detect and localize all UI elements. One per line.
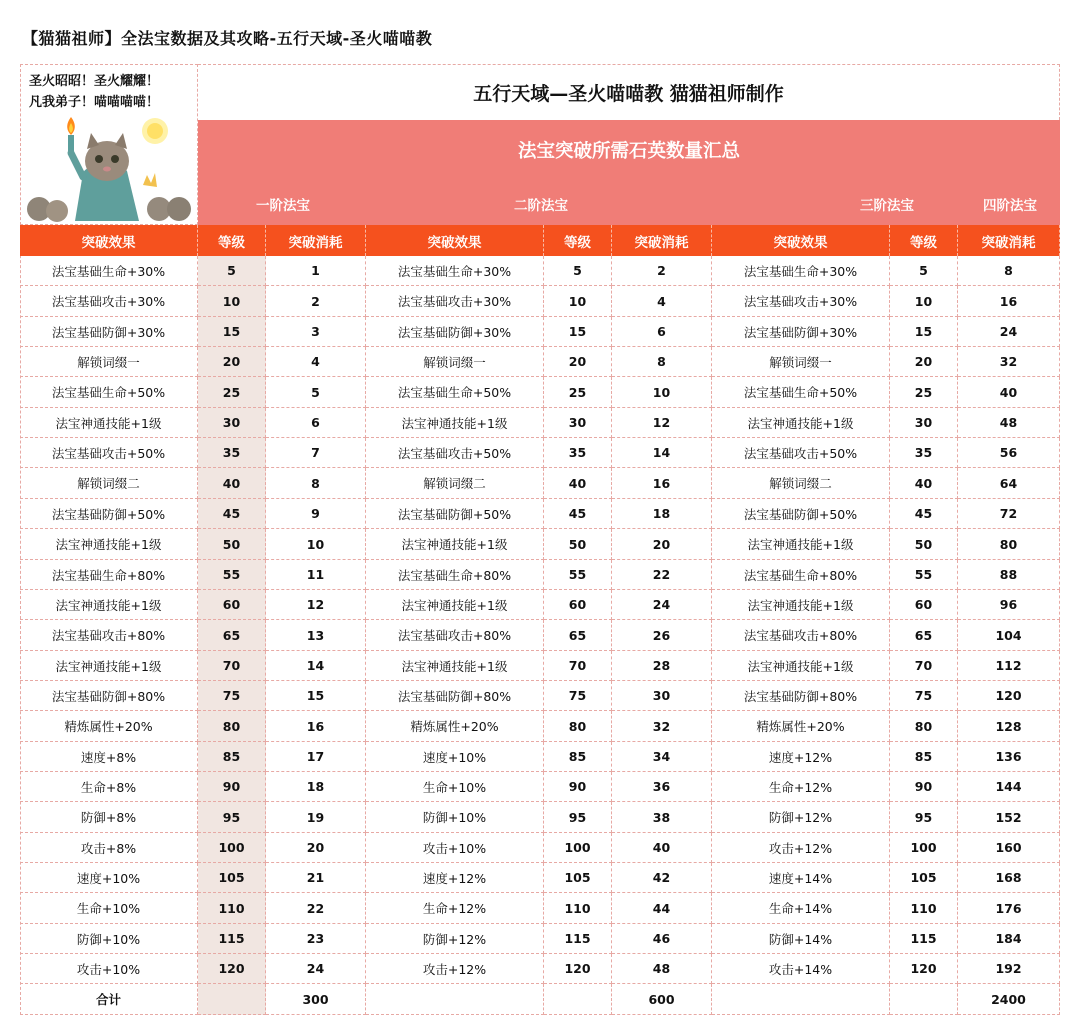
cell-tier2-effect: 解锁词缀一 [366,347,544,377]
cell-tier2-cost: 6 [612,317,712,347]
cell-tier3-level: 120 [890,954,958,984]
cell-tier3-effect: 攻击+12% [712,833,890,863]
cell-tier1-effect: 精炼属性+20% [20,711,198,742]
cell-tier3-effect: 防御+12% [712,802,890,833]
cell-tier1-level: 35 [198,438,266,468]
totals-tier3-cost: 2400 [958,984,1060,1015]
cell-tier1-level: 115 [198,924,266,954]
logo-slogan-line1: 圣火昭昭！圣火耀耀！ [29,74,160,89]
cell-tier1-cost: 17 [266,742,366,772]
cell-tier3-cost: 48 [958,408,1060,438]
cell-tier2-level: 75 [544,681,612,711]
cell-tier1-cost: 15 [266,681,366,711]
cell-tier3-effect: 速度+14% [712,863,890,893]
cell-tier1-cost: 2 [266,286,366,317]
cell-tier3-level: 60 [890,590,958,620]
cell-tier2-level: 100 [544,833,612,863]
cell-tier3-effect: 法宝基础防御+30% [712,317,890,347]
cell-tier3-level: 95 [890,802,958,833]
cell-tier3-level: 35 [890,438,958,468]
cell-tier3-cost: 104 [958,620,1060,651]
cell-tier2-level: 120 [544,954,612,984]
cell-tier1-level: 30 [198,408,266,438]
cell-tier3-cost: 32 [958,347,1060,377]
cell-tier2-cost: 44 [612,893,712,924]
cell-tier2-level: 60 [544,590,612,620]
cell-tier2-level: 10 [544,286,612,317]
cell-tier1-effect: 攻击+8% [20,833,198,863]
cell-tier3-cost: 96 [958,590,1060,620]
cell-tier1-effect: 法宝神通技能+1级 [20,408,198,438]
totals-tier2-effect [366,984,544,1015]
cell-tier2-level: 5 [544,256,612,286]
cell-tier1-level: 70 [198,651,266,681]
cell-tier3-effect: 法宝基础生命+30% [712,256,890,286]
cell-tier1-cost: 7 [266,438,366,468]
cell-tier2-effect: 攻击+12% [366,954,544,984]
cell-tier3-effect: 法宝基础防御+50% [712,499,890,529]
cell-tier2-cost: 4 [612,286,712,317]
cell-tier3-level: 70 [890,651,958,681]
header-tier3-cost: 突破消耗 [958,225,1060,256]
cell-tier2-level: 90 [544,772,612,802]
header-tier1-cost: 突破消耗 [266,225,366,256]
cell-tier3-cost: 168 [958,863,1060,893]
cell-tier1-level: 25 [198,377,266,408]
header-tier2-cost: 突破消耗 [612,225,712,256]
cell-tier1-effect: 法宝神通技能+1级 [20,590,198,620]
cell-tier3-cost: 72 [958,499,1060,529]
cell-tier3-cost: 160 [958,833,1060,863]
cell-tier1-effect: 防御+10% [20,924,198,954]
cell-tier3-cost: 144 [958,772,1060,802]
cell-tier1-cost: 6 [266,408,366,438]
cell-tier2-effect: 法宝基础防御+50% [366,499,544,529]
cell-tier2-effect: 法宝神通技能+1级 [366,529,544,560]
cell-tier1-level: 65 [198,620,266,651]
cell-tier1-cost: 8 [266,468,366,499]
cell-tier1-level: 120 [198,954,266,984]
cell-tier3-cost: 128 [958,711,1060,742]
cell-tier1-cost: 10 [266,529,366,560]
cell-tier2-cost: 8 [612,347,712,377]
cell-tier3-effect: 解锁词缀二 [712,468,890,499]
header-tier2-level: 等级 [544,225,612,256]
cell-tier3-cost: 120 [958,681,1060,711]
cell-tier1-cost: 3 [266,317,366,347]
cell-tier3-cost: 64 [958,468,1060,499]
cell-tier3-cost: 88 [958,560,1060,590]
cell-tier1-cost: 22 [266,893,366,924]
cell-tier1-level: 100 [198,833,266,863]
cell-tier2-cost: 10 [612,377,712,408]
banner-title: 法宝突破所需石英数量汇总 [517,141,740,162]
cell-tier1-effect: 法宝基础攻击+50% [20,438,198,468]
cell-tier1-cost: 23 [266,924,366,954]
cell-tier2-effect: 攻击+10% [366,833,544,863]
cell-tier2-cost: 18 [612,499,712,529]
cell-tier3-level: 105 [890,863,958,893]
cell-tier1-level: 50 [198,529,266,560]
cell-tier1-effect: 攻击+10% [20,954,198,984]
cell-tier2-effect: 法宝神通技能+1级 [366,651,544,681]
sheet-title: 五行天域—圣火喵喵教 猫猫祖师制作 [198,64,1060,120]
cell-tier1-cost: 11 [266,560,366,590]
cell-tier2-cost: 22 [612,560,712,590]
tier-label-1: 一阶法宝 [256,198,310,214]
cell-tier2-cost: 38 [612,802,712,833]
cell-tier1-level: 75 [198,681,266,711]
cell-tier2-effect: 法宝基础防御+80% [366,681,544,711]
cell-tier1-level: 15 [198,317,266,347]
cell-tier3-cost: 152 [958,802,1060,833]
cell-tier2-level: 110 [544,893,612,924]
cell-tier3-cost: 80 [958,529,1060,560]
cell-tier1-level: 80 [198,711,266,742]
cell-tier2-effect: 法宝基础生命+50% [366,377,544,408]
cell-tier3-level: 80 [890,711,958,742]
cell-tier1-level: 10 [198,286,266,317]
cell-tier2-effect: 法宝神通技能+1级 [366,408,544,438]
cell-tier2-cost: 26 [612,620,712,651]
cell-tier2-level: 45 [544,499,612,529]
cell-tier3-effect: 法宝基础生命+80% [712,560,890,590]
cell-tier2-level: 40 [544,468,612,499]
cell-tier2-effect: 法宝基础生命+30% [366,256,544,286]
cell-tier3-effect: 法宝神通技能+1级 [712,529,890,560]
cell-tier2-effect: 防御+10% [366,802,544,833]
cell-tier1-cost: 1 [266,256,366,286]
cell-tier3-effect: 速度+12% [712,742,890,772]
cell-tier2-effect: 速度+12% [366,863,544,893]
cell-tier2-level: 35 [544,438,612,468]
tier-label-3: 三阶法宝 [860,198,914,214]
cell-tier2-level: 50 [544,529,612,560]
header-tier1-level: 等级 [198,225,266,256]
cell-tier3-effect: 法宝神通技能+1级 [712,651,890,681]
cell-tier3-cost: 192 [958,954,1060,984]
cell-tier3-level: 45 [890,499,958,529]
cell-tier2-effect: 生命+12% [366,893,544,924]
cell-tier1-effect: 法宝基础防御+80% [20,681,198,711]
cell-tier2-cost: 32 [612,711,712,742]
cell-tier1-effect: 法宝基础生命+30% [20,256,198,286]
cell-tier2-effect: 法宝基础防御+30% [366,317,544,347]
cell-tier2-effect: 解锁词缀二 [366,468,544,499]
cell-tier3-level: 25 [890,377,958,408]
cell-tier1-cost: 16 [266,711,366,742]
cell-tier2-cost: 34 [612,742,712,772]
cell-tier1-effect: 法宝神通技能+1级 [20,529,198,560]
cell-tier1-effect: 法宝基础生命+50% [20,377,198,408]
tier-label-4: 四阶法宝 [983,198,1037,214]
cell-tier2-level: 70 [544,651,612,681]
cell-tier3-effect: 攻击+14% [712,954,890,984]
spreadsheet [20,64,1060,1015]
cell-tier3-level: 110 [890,893,958,924]
cell-tier1-effect: 法宝基础攻击+80% [20,620,198,651]
cell-tier1-cost: 13 [266,620,366,651]
cell-tier3-level: 100 [890,833,958,863]
cell-tier3-effect: 生命+12% [712,772,890,802]
cell-tier1-effect: 法宝基础防御+30% [20,317,198,347]
cell-tier1-cost: 5 [266,377,366,408]
cell-tier3-effect: 法宝基础生命+50% [712,377,890,408]
cell-tier1-effect: 速度+8% [20,742,198,772]
cell-tier1-level: 5 [198,256,266,286]
cell-tier2-cost: 28 [612,651,712,681]
cell-tier3-cost: 24 [958,317,1060,347]
cell-tier2-cost: 12 [612,408,712,438]
cell-tier1-level: 60 [198,590,266,620]
logo-slogan-line2: 凡我弟子！喵喵喵喵！ [29,95,160,110]
cell-tier3-level: 50 [890,529,958,560]
cell-tier3-cost: 16 [958,286,1060,317]
cell-tier3-effect: 解锁词缀一 [712,347,890,377]
cell-tier1-effect: 法宝神通技能+1级 [20,651,198,681]
cell-tier1-effect: 解锁词缀二 [20,468,198,499]
header-tier3-level: 等级 [890,225,958,256]
cell-tier2-effect: 速度+10% [366,742,544,772]
cell-tier3-effect: 法宝基础防御+80% [712,681,890,711]
totals-tier1-cost: 300 [266,984,366,1015]
cell-tier1-effect: 法宝基础生命+80% [20,560,198,590]
cell-tier2-effect: 法宝神通技能+1级 [366,590,544,620]
cell-tier1-cost: 12 [266,590,366,620]
cell-tier1-level: 90 [198,772,266,802]
cell-tier1-cost: 24 [266,954,366,984]
cell-tier1-level: 55 [198,560,266,590]
cell-tier2-cost: 16 [612,468,712,499]
cell-tier1-cost: 9 [266,499,366,529]
cell-tier3-level: 20 [890,347,958,377]
cell-tier3-effect: 法宝神通技能+1级 [712,408,890,438]
cell-tier3-effect: 法宝基础攻击+50% [712,438,890,468]
cell-tier2-cost: 14 [612,438,712,468]
cell-tier1-level: 85 [198,742,266,772]
cell-tier1-cost: 18 [266,772,366,802]
cell-tier2-level: 95 [544,802,612,833]
summary-banner [198,120,1060,225]
page-title: 【猫猫祖师】全法宝数据及其攻略-五行天域-圣火喵喵教 [22,29,433,48]
cell-tier3-effect: 防御+14% [712,924,890,954]
cell-tier1-effect: 生命+10% [20,893,198,924]
cell-tier1-level: 110 [198,893,266,924]
cell-tier2-cost: 42 [612,863,712,893]
cell-tier1-effect: 法宝基础防御+50% [20,499,198,529]
cell-tier2-cost: 40 [612,833,712,863]
totals-label: 合计 [20,984,198,1015]
cell-tier1-effect: 法宝基础攻击+30% [20,286,198,317]
cell-tier1-level: 45 [198,499,266,529]
cell-tier2-effect: 精炼属性+20% [366,711,544,742]
cell-tier1-cost: 14 [266,651,366,681]
cell-tier2-level: 55 [544,560,612,590]
cell-tier3-cost: 112 [958,651,1060,681]
cell-tier2-cost: 36 [612,772,712,802]
cell-tier1-cost: 20 [266,833,366,863]
cell-tier2-level: 105 [544,863,612,893]
cat-liberty-icon [27,111,193,223]
cell-tier3-effect: 生命+14% [712,893,890,924]
cell-tier1-level: 40 [198,468,266,499]
totals-tier3-effect [712,984,890,1015]
tier-label-2: 二阶法宝 [514,198,568,214]
cell-tier2-level: 115 [544,924,612,954]
cell-tier1-level: 95 [198,802,266,833]
header-tier2-effect: 突破效果 [366,225,544,256]
cell-tier1-level: 105 [198,863,266,893]
cell-tier3-level: 65 [890,620,958,651]
cell-tier3-level: 90 [890,772,958,802]
cell-tier3-cost: 8 [958,256,1060,286]
cell-tier2-effect: 生命+10% [366,772,544,802]
cell-tier3-cost: 136 [958,742,1060,772]
header-tier1-effect: 突破效果 [20,225,198,256]
cell-tier3-level: 5 [890,256,958,286]
cell-tier2-level: 25 [544,377,612,408]
cell-tier3-effect: 法宝基础攻击+30% [712,286,890,317]
cell-tier3-effect: 法宝神通技能+1级 [712,590,890,620]
cell-tier2-cost: 48 [612,954,712,984]
cell-tier1-cost: 21 [266,863,366,893]
cell-tier3-level: 40 [890,468,958,499]
cell-tier1-effect: 生命+8% [20,772,198,802]
totals-tier3-level [890,984,958,1015]
cell-tier2-level: 30 [544,408,612,438]
cell-tier1-effect: 防御+8% [20,802,198,833]
cell-tier2-cost: 2 [612,256,712,286]
cell-tier2-cost: 46 [612,924,712,954]
cell-tier2-level: 65 [544,620,612,651]
totals-tier2-level [544,984,612,1015]
header-tier3-effect: 突破效果 [712,225,890,256]
cell-tier1-effect: 速度+10% [20,863,198,893]
cell-tier1-effect: 解锁词缀一 [20,347,198,377]
cell-tier3-level: 15 [890,317,958,347]
cell-tier3-cost: 176 [958,893,1060,924]
cell-tier3-effect: 法宝基础攻击+80% [712,620,890,651]
cell-tier2-effect: 防御+12% [366,924,544,954]
cell-tier1-cost: 19 [266,802,366,833]
cell-tier2-effect: 法宝基础攻击+30% [366,286,544,317]
cell-tier3-level: 30 [890,408,958,438]
cell-tier3-level: 10 [890,286,958,317]
cell-tier2-cost: 20 [612,529,712,560]
logo-slogan [29,71,159,113]
totals-tier1-level [198,984,266,1015]
cell-tier1-level: 20 [198,347,266,377]
cell-tier3-level: 55 [890,560,958,590]
cell-tier2-level: 80 [544,711,612,742]
cell-tier3-cost: 184 [958,924,1060,954]
cell-tier1-cost: 4 [266,347,366,377]
cell-tier3-effect: 精炼属性+20% [712,711,890,742]
cell-tier2-effect: 法宝基础攻击+80% [366,620,544,651]
cell-tier3-cost: 40 [958,377,1060,408]
cell-tier3-level: 115 [890,924,958,954]
cell-tier2-cost: 24 [612,590,712,620]
totals-tier2-cost: 600 [612,984,712,1015]
cell-tier3-cost: 56 [958,438,1060,468]
cell-tier2-level: 15 [544,317,612,347]
cell-tier2-level: 20 [544,347,612,377]
cell-tier2-effect: 法宝基础生命+80% [366,560,544,590]
cell-tier2-effect: 法宝基础攻击+50% [366,438,544,468]
cell-tier3-level: 75 [890,681,958,711]
cell-tier2-cost: 30 [612,681,712,711]
cell-tier3-level: 85 [890,742,958,772]
cell-tier2-level: 85 [544,742,612,772]
logo-box [20,64,198,225]
